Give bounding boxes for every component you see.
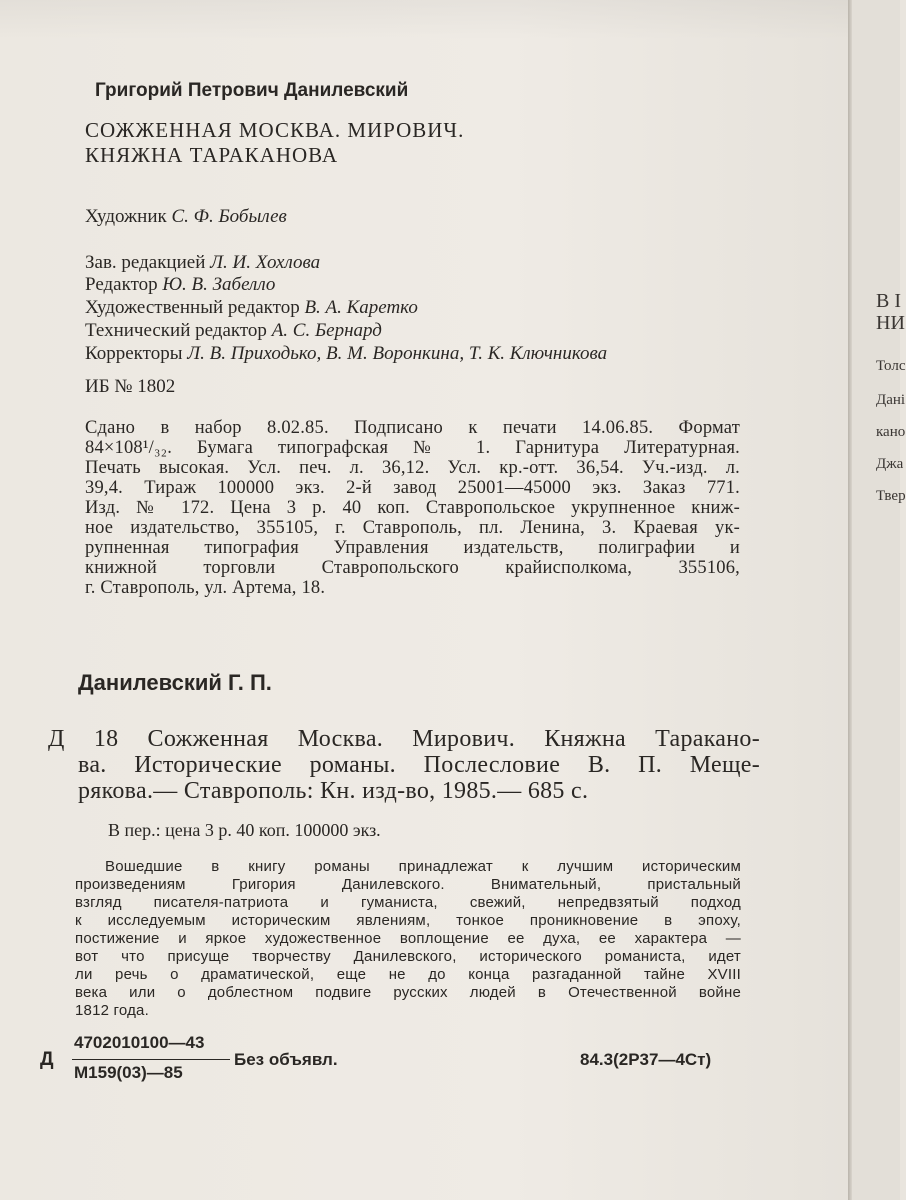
annotation-line: века или о доблестном подвиге русских людей в Отечественной войне: [75, 984, 741, 1001]
staff-name: В. А. Каретко: [304, 297, 418, 318]
fraction-bar: [72, 1059, 230, 1060]
imprint-line: Изд. № 172. Цена 3 р. 40 коп. Ставропольское укрупненное книж-: [85, 498, 740, 518]
imprint-line: Сдано в набор 8.02.85. Подписано к печати 14.06.85. Формат: [85, 418, 740, 438]
annotation-line: произведениям Григория Данилевского. Внимательный, пристальный: [75, 876, 741, 893]
staff-name: Ю. В. Забелло: [162, 274, 276, 295]
staff-line: [85, 297, 418, 319]
staff-role: Корректоры: [85, 343, 183, 364]
artist-label: Художник: [85, 206, 167, 227]
next-page-fragment: Джа: [876, 456, 904, 472]
price-line: В пер.: цена 3 р. 40 коп. 100000 экз.: [108, 820, 381, 840]
imprint-line: рупненная типография Управления издательств, полиграфии и: [85, 538, 740, 558]
next-page-fragment: НИ: [876, 312, 905, 334]
next-page-fragment: В І: [876, 290, 901, 312]
staff-name: А. С. Бернард: [271, 320, 382, 341]
footer-letter: Д: [40, 1049, 54, 1070]
imprint-line: ное издательство, 355105, г. Ставрополь, пл. Ленина, 3. Краевая ук-: [85, 518, 740, 538]
staff-line: [85, 320, 382, 342]
imprint-line: г. Ставрополь, ул. Артема, 18.: [85, 578, 326, 598]
staff-name: Л. В. Приходько, В. М. Воронкина, Т. К. Ключникова: [187, 343, 608, 364]
next-page-fragment: Дані: [876, 392, 906, 408]
annotation-line: постижение и яркое художественное воплощение ее духа, ее характера —: [75, 930, 741, 947]
artist-credit: [85, 206, 287, 228]
staff-name: Л. И. Хохлова: [210, 252, 321, 273]
classification-code: 84.3(2Р37—4Ст): [580, 1050, 712, 1069]
imprint-line: Печать высокая. Усл. печ. л. 36,12. Усл. кр.-отт. 36,54. Уч.-изд. л.: [85, 458, 740, 478]
next-page-fragment: Толс: [876, 358, 906, 374]
annotation-line: взгляд писателя-патриота и гуманиста, свежий, непредвзятый подход: [75, 894, 741, 911]
next-page-fragment: кано: [876, 424, 906, 440]
staff-line: [85, 274, 275, 296]
ib-number: ИБ № 1802: [85, 376, 176, 397]
annotation-line: ли речь о драматической, еще не до конца разгаданной тайне XVIII: [75, 966, 741, 983]
next-page-edge: [852, 0, 906, 1200]
catalog-author: Данилевский Г. П.: [78, 670, 272, 695]
annotation-line: Вошедшие в книгу романы принадлежат к лучшим историческим: [105, 858, 741, 875]
staff-line: [85, 343, 607, 365]
title-line-1: СОЖЖЕННАЯ МОСКВА. МИРОВИЧ.: [85, 118, 465, 142]
staff-line: [85, 252, 320, 274]
isbn-denominator: М159(03)—85: [74, 1063, 183, 1082]
page-shadow: [0, 0, 848, 40]
annotation-line: вот что присуще творчеству Данилевского, исторического романиста, идет: [75, 948, 741, 965]
staff-role: Художественный редактор: [85, 297, 300, 318]
imprint-line: 39,4. Тираж 100000 экз. 2-й завод 25001—45000 экз. Заказ 771.: [85, 478, 740, 498]
next-page-fragment: Твер: [876, 488, 906, 504]
annotation-line: к исследуемым историческим явлениям, тонкое проникновение в эпоху,: [75, 912, 741, 929]
artist-name: С. Ф. Бобылев: [171, 206, 287, 227]
staff-role: Зав. редакцией: [85, 252, 206, 273]
title-line-2: КНЯЖНА ТАРАКАНОВА: [85, 143, 339, 167]
staff-role: Технический редактор: [85, 320, 267, 341]
isbn-numerator: 4702010100—43: [74, 1033, 205, 1052]
catalog-line: рякова.— Ставрополь: Кн. изд-во, 1985.— 685 с.: [78, 778, 589, 804]
annotation-line: 1812 года.: [75, 1002, 149, 1019]
author-full-name: Григорий Петрович Данилевский: [95, 80, 409, 101]
imprint-line: 84×108¹/₃₂. Бумага типографская № 1. Гарнитура Литературная.: [85, 438, 740, 458]
catalog-line: Д 18 Сожженная Москва. Мирович. Княжна Таракано-: [48, 726, 760, 752]
staff-role: Редактор: [85, 274, 158, 295]
catalog-line: ва. Исторические романы. Послесловие В. П. Меще-: [78, 752, 760, 778]
imprint-line: книжной торговли Ставропольского крайисполкома, 355106,: [85, 558, 740, 578]
footer-note: Без объявл.: [234, 1050, 338, 1069]
